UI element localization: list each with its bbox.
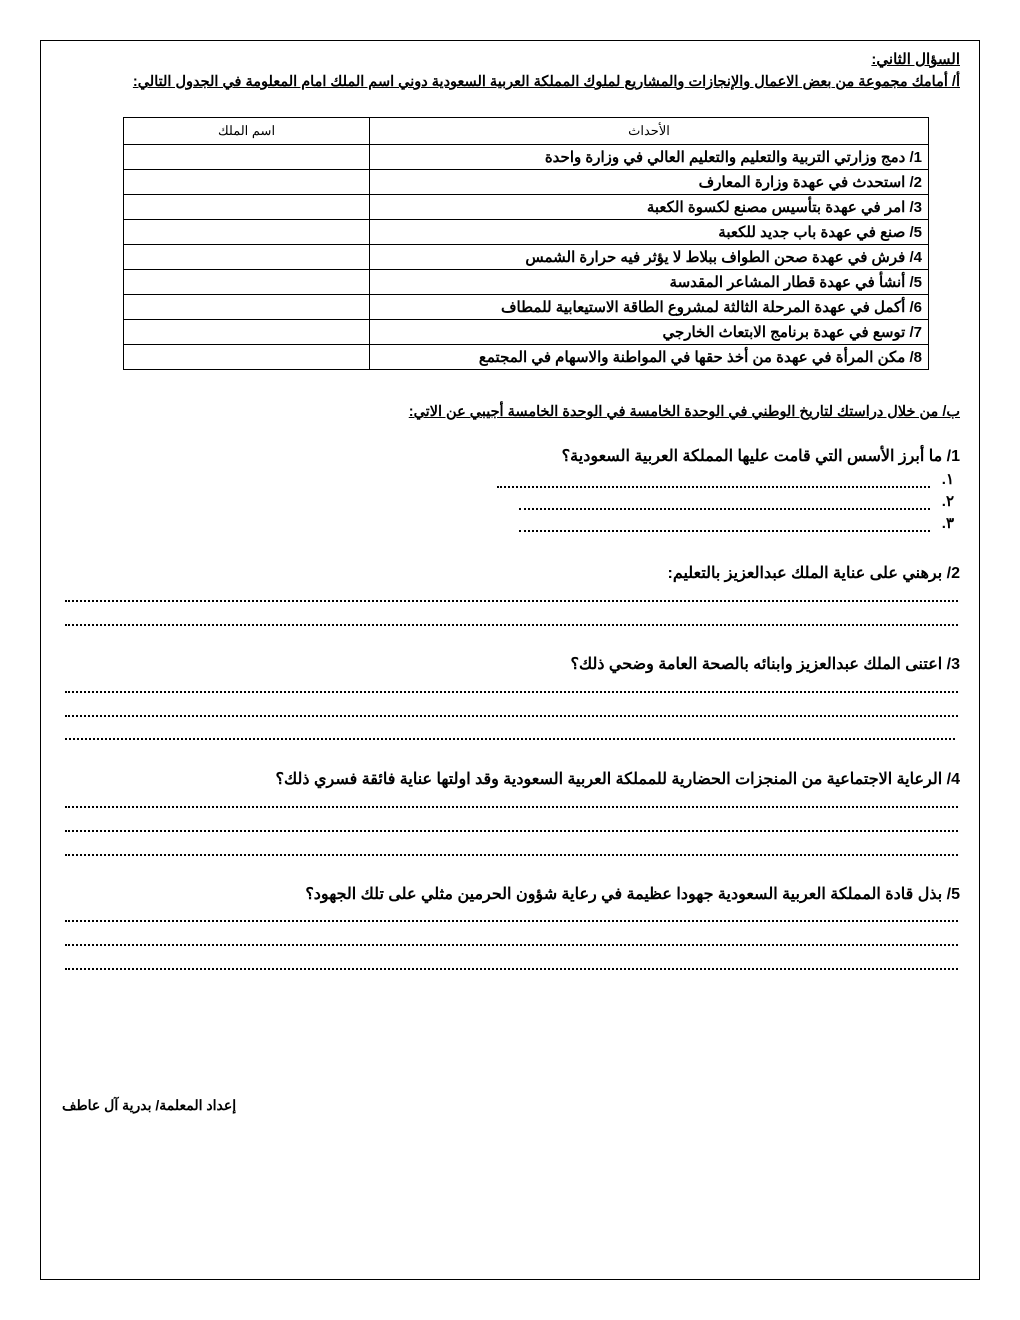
events-table xyxy=(123,117,929,370)
question-2: 2/ برهني على عناية الملك عبدالعزيز بالتعليم: xyxy=(667,565,960,582)
table-row xyxy=(124,320,929,345)
table-row xyxy=(124,345,929,370)
answer-line[interactable] xyxy=(65,944,958,946)
answer-line[interactable] xyxy=(65,715,958,717)
answer-line[interactable] xyxy=(65,968,958,970)
king-name-cell[interactable] xyxy=(124,220,370,245)
table-row xyxy=(124,195,929,220)
king-name-cell[interactable] xyxy=(124,245,370,270)
king-name-cell[interactable] xyxy=(124,170,370,195)
answer-line[interactable] xyxy=(519,530,930,532)
king-name-cell[interactable] xyxy=(124,320,370,345)
answer-line[interactable] xyxy=(65,738,955,740)
teacher-signature: إعداد المعلمة/ بدرية آل عاطف xyxy=(62,1097,237,1113)
answer-line[interactable] xyxy=(65,854,958,856)
question-1: 1/ ما أبرز الأسس التي قامت عليها المملكة العربية السعودية؟ xyxy=(561,448,960,465)
q1-item-number: ٣. xyxy=(941,515,954,532)
table-row xyxy=(124,295,929,320)
event-cell: 5/ صنع في عهدة باب جديد للكعبة xyxy=(370,220,929,245)
king-name-cell[interactable] xyxy=(124,195,370,220)
event-cell: 4/ فرش في عهدة صحن الطواف ببلاط لا يؤثر فيه حرارة الشمس xyxy=(370,245,929,270)
event-cell: 8/ مكن المرأة في عهدة من أخذ حقها في المواطنة والاسهام في المجتمع xyxy=(370,345,929,370)
table-row xyxy=(124,220,929,245)
event-cell: 1/ دمج وزارتي التربية والتعليم والتعليم العالي في وزارة واحدة xyxy=(370,145,929,170)
table-row xyxy=(124,270,929,295)
king-name-cell[interactable] xyxy=(124,270,370,295)
q1-item-number: ٢. xyxy=(941,493,954,510)
event-cell: 6/ أكمل في عهدة المرحلة الثالثة لمشروع الطاقة الاستيعابية للمطاف xyxy=(370,295,929,320)
event-cell: 3/ امر في عهدة بتأسيس مصنع لكسوة الكعبة xyxy=(370,195,929,220)
question-4: 4/ الرعاية الاجتماعية من المنجزات الحضارية للمملكة العربية السعودية وقد اولتها عناية فائقة فسري ذلك؟ xyxy=(275,771,960,788)
table-row xyxy=(124,170,929,195)
answer-line[interactable] xyxy=(65,806,958,808)
event-cell: 2/ استحدث في عهدة وزارة المعارف xyxy=(370,170,929,195)
table-row xyxy=(124,245,929,270)
answer-line[interactable] xyxy=(65,600,958,602)
answer-line[interactable] xyxy=(65,830,958,832)
king-name-cell[interactable] xyxy=(124,145,370,170)
header-king-name: اسم الملك xyxy=(124,118,370,145)
answer-line[interactable] xyxy=(519,508,930,510)
king-name-cell[interactable] xyxy=(124,295,370,320)
section-title: السؤال الثاني: xyxy=(871,51,960,68)
answer-line[interactable] xyxy=(497,486,930,488)
header-events: الأحداث xyxy=(370,118,929,145)
answer-line[interactable] xyxy=(65,691,958,693)
table-row xyxy=(124,145,929,170)
event-cell: 7/ توسع في عهدة برنامج الابتعاث الخارجي xyxy=(370,320,929,345)
king-name-cell[interactable] xyxy=(124,345,370,370)
question-5: 5/ بذل قادة المملكة العربية السعودية جهودا عظيمة في رعاية شؤون الحرمين مثلي على تلك الجهود؟ xyxy=(305,886,960,903)
q1-item-number: ١. xyxy=(941,471,954,488)
part-b-instructions: ب/ من خلال دراستك لتاريخ الوطني في الوحدة الخامسة في الوحدة الخامسة أجيبي عن الاتي: xyxy=(408,404,960,420)
answer-line[interactable] xyxy=(65,920,958,922)
answer-line[interactable] xyxy=(65,624,958,626)
part-a-instructions: أ/ أمامك مجموعة من بعض الاعمال والإنجازات والمشاريع لملوك المملكة العربية السعودية دوني اسم الملك امام المعلومة في الجدول التالي: xyxy=(132,74,960,90)
event-cell: 5/ أنشأ في عهدة قطار المشاعر المقدسة xyxy=(370,270,929,295)
question-3: 3/ اعتنى الملك عبدالعزيز وابنائه بالصحة العامة وضحي ذلك؟ xyxy=(570,656,960,673)
